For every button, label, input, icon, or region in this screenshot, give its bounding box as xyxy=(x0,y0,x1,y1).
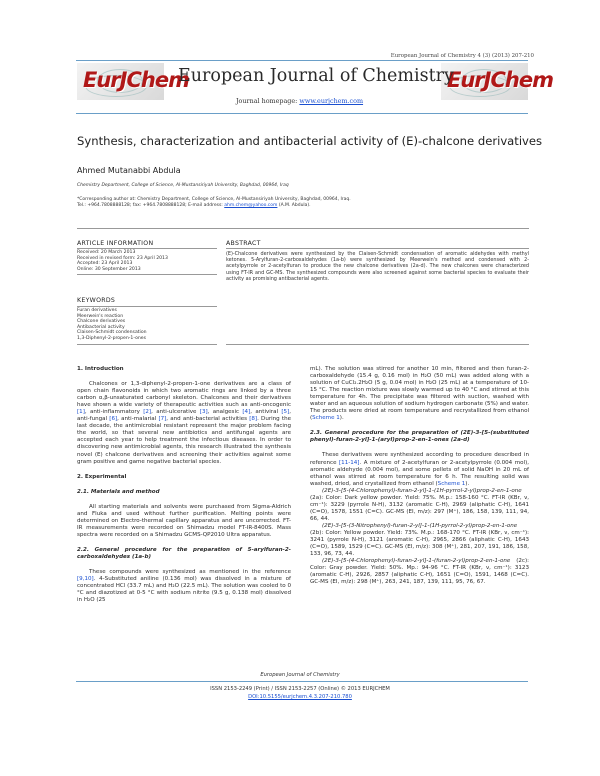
keyword-item: Antibacterial activity xyxy=(77,324,125,330)
divider xyxy=(77,344,217,345)
scheme-link[interactable]: Scheme 1 xyxy=(437,480,466,487)
logo-text: EurJChem xyxy=(83,68,189,92)
ref-link[interactable]: [5] xyxy=(281,409,290,416)
ref-link[interactable]: [8] xyxy=(249,416,258,423)
footer-journal: European Journal of Chemistry xyxy=(260,672,340,678)
abstract-heading: ABSTRACT xyxy=(226,240,261,247)
journal-logo-left xyxy=(77,63,189,100)
keyword-item: Chalcone derivatives xyxy=(77,319,126,325)
journal-title: European Journal of Chemistry xyxy=(178,66,454,86)
corresponding-line-2: Tel.: +964.7808888128; fax: +964.7808888128; E-mail address: ahm.chem@yahoo.com (A.M. Abdula). xyxy=(77,203,311,209)
ref-link[interactable]: [2] xyxy=(143,409,152,416)
divider xyxy=(226,344,529,345)
compound-2b: (2E)-3-[5-(3-Nitrophenyl)-furan-2-yl]-1-(1H-pyrrol-2-yl)prop-2-en-1-one (2b): Color: Yellow powder. Yield: 73%. M.p.: 168-170 °C. FT-IR (KBr, ν, cm⁻¹): 3241 (pyrrole N-H), 3121 (aromatic C-H), 2965, 2866 (aliphatic C-H), 1643 (C=O), 1589, 1529 (C=C). GC-MS (EI, m/z): 308 (M⁺), 281, 207, 191, 186, 158, 133, 96, 73, 44. xyxy=(310,522,529,558)
ref-link[interactable]: [6] xyxy=(109,416,118,423)
body-left-column xyxy=(77,366,291,604)
ref-link[interactable]: [9,10] xyxy=(77,576,94,583)
ref-link[interactable]: [3] xyxy=(199,409,208,416)
article-history: Received: 20 March 2013 Received in revised form: 23 April 2013 Accepted: 23 April 2013 Online: 30 September 2013 xyxy=(77,250,168,272)
procedure-paragraph: These compounds were synthesized as mentioned in the reference [9,10]. 4-Substituted aniline (0.136 mol) was dissolved in a mixture of concentrated HCl (33.7 mL) and H₂O (22.5 mL). The solution was cooled to 0 °C and diazotized at 0-5 °C with sodium nitrite (9.5 g, 0.138 mol) dissolved in H₂O (25 xyxy=(77,569,291,604)
corresponding-line-1: *Corresponding author at: Chemistry Department, College of Science, Al-Mustansiriyah University, Baghdad, 00964, Iraq. xyxy=(77,197,351,202)
footer-issn: ISSN 2153-2249 (Print) / ISSN 2153-2257 (Online) © 2013 EURJCHEM xyxy=(210,686,390,692)
keyword-item: 1,3-Diphenyl-2-propen-1-ones xyxy=(77,335,147,341)
running-head: European Journal of Chemistry 4 (3) (2013) 207-210 xyxy=(390,53,534,59)
ref-link[interactable]: [7] xyxy=(158,416,167,423)
logo-text: EurJChem xyxy=(447,68,553,92)
compound-2c: (2E)-3-[5-(4-Chlorophenyl)-furan-2-yl]-1-(furan-2-yl)prop-2-en-1-one (2c): Color: Gray powder. Yield: 50%. Mp.: 94-96 °C. FT-IR (KBr, ν, cm⁻¹): 3123 (aromatic C-H), 2926, 2857 (aliphatic C-H), 1651 (C=O), 1591, 1468 (C=C). GC-MS (EI, m/z): 298 (M⁺), 263, 241, 187, 139, 111, 95, 76, 67. xyxy=(310,558,529,586)
divider xyxy=(77,306,217,307)
affiliation: Chemistry Department, College of Science, Al-Mustansiriyah University, Baghdad, 00964, Iraq xyxy=(77,183,289,188)
paper-title: Synthesis, characterization and antibacterial activity of (E)-chalcone derivatives xyxy=(77,134,543,148)
divider xyxy=(77,248,217,249)
abstract-text: (E)-Chalcone derivatives were synthesized by the Claisen-Schmidt condensation of aromatic aldehydes with methyl ketones. 5-Arylfuran-2-carboxaldehydes (1a-b) were synthesized by Meerwein's method and condensed with 2-acetylpyrrole or 2-acetylfuran to produce the new chalcone derivatives (2a-d). The new chalcones were characterized using FT-IR and GC-MS. The synthesized compounds were also screened against some bacterial species to evaluate their activity as promising antibacterial agents. xyxy=(226,251,529,282)
keywords-heading: KEYWORDS xyxy=(77,297,116,304)
divider xyxy=(77,274,217,275)
subsection-heading: 2.1. Materials and method xyxy=(77,488,160,495)
doi-link[interactable]: DOI:10.5155/eurjchem.4.3.207-210.780 xyxy=(248,694,352,700)
corresponding-author xyxy=(77,197,529,210)
footer-doi xyxy=(0,694,600,700)
ref-link[interactable]: [1] xyxy=(77,409,85,416)
scheme-link[interactable]: Scheme 1 xyxy=(312,415,340,422)
journal-homepage xyxy=(236,97,363,105)
article-info-heading: ARTICLE INFORMATION xyxy=(77,240,154,247)
section-heading: 2. Experimental xyxy=(77,473,127,480)
header-rule-bottom xyxy=(76,113,528,114)
journal-logo-right xyxy=(441,63,553,100)
body-right-column xyxy=(310,366,529,586)
homepage-label: Journal homepage: xyxy=(236,97,298,105)
footer-rule xyxy=(76,681,528,682)
intro-paragraph: Chalcones or 1,3-diphenyl-2-propen-1-one derivatives are a class of open chain flavonoids in which two aromatic rings are linked by a three carbon α,β-unsaturated carbonyl skeleton. Chalcones and their derivatives have shown a wide variety of therapeutic activities such as anti-oncogenic [1], anti-inflammatory [2], anti-ulcerative [3], analgesic [4], antiviral [5], anti-fungal [6], anti-malarial [7], and anti-bacterial activities [8]. During the last decade, the antimicrobial resistant represent the major problem facing the world, so that several new antibiotics and antifungal agents are accepted each year to help treatment the infectious diseases. In order to discovering new antimicrobial agents, this research illustrated the synthesis novel (E) chalcone derivatives and screening their activities against some gram positive and game negative bacterial species. xyxy=(77,381,291,465)
divider xyxy=(77,228,529,229)
divider xyxy=(226,248,529,249)
ref-link[interactable]: [11-14] xyxy=(339,459,360,466)
email-link[interactable]: ahm.chem@yahoo.com xyxy=(224,203,278,209)
keyword-item: Claisen-Schmidt condensation xyxy=(77,330,147,336)
ref-link[interactable]: [4] xyxy=(242,409,251,416)
homepage-link[interactable]: www.eurjchem.com xyxy=(299,97,364,105)
section-heading: 1. Introduction xyxy=(77,366,124,372)
keyword-list xyxy=(77,308,222,342)
compound-2a: (2E)-3-[5-(4-Chlorophenyl)-furan-2-yl]-1-(1H-pyrrol-2-yl)prop-2-en-1-one (2a): Color: Dark yellow powder. Yield: 75%. M.p.: 158-160 °C. FT-IR (KBr, ν, cm⁻¹): 3229 (pyrrole N-H), 3132 (aromatic C-H), 2969 (aliphatic C-H), 1641 (C=O), 1578, 1551 (C=C). GC-MS (EI, m/z): 297 (M⁺), 186, 158, 139, 111, 94, 66, 44. xyxy=(310,487,529,522)
header-rule-top xyxy=(76,60,528,61)
keyword-item: Furan derivatives xyxy=(77,308,117,313)
procedure-continued: mL). The solution was stirred for another 10 min, filtered and then furan-2-carboxaldehyde (15.4 g, 0.16 mol) in H₂O (50 mL) was added along with a solution of CuCl₂.2H₂O (5 g, 0.04 mol) in H₂O (25 mL) at a temperature of 10-15 °C. The reaction mixture was slowly warmed up to 40 °C and stirred at this temperature for 4h. The precipitate was filtered with suction, washed with water and an aqueous solution of sodium hydrogen carbonate (5%) and water. The products were dried at room temperature and recrystallized from ethanol (Scheme 1). xyxy=(310,366,529,422)
keyword-item: Meerwein's reaction xyxy=(77,313,124,319)
procedure-paragraph: These derivatives were synthesized according to procedure described in reference [11-14]. A mixture of 2-acetylfuran or 2-acetylpyrrole (0.004 mol), aromatic aldehyde (0.004 mol), and some pellets of solid NaOH in 20 mL of ethanol was stirred at room temperature for 6 h. The resulting solid was washed, dried, and crystallized from ethanol (Scheme 1). xyxy=(310,452,529,487)
subsection-heading: 2.2. General procedure for the preparation of 5-arylfuran-2-carboxaldehydes (1a-b) xyxy=(77,546,291,560)
subsection-heading: 2.3. General procedure for the preparation of (2E)-3-[5-(substituted phenyl)-furan-2-yl]-1-(aryl)prop-2-en-1-ones (2a-d) xyxy=(310,430,529,444)
author-name: Ahmed Mutanabbi Abdula xyxy=(77,166,181,175)
materials-paragraph: All starting materials and solvents were purchased from Sigma-Aldrich and Fluka and used without further purification. Melting points were determined on Electro-thermal capillary apparatus and are uncorrected. FT-IR measurements were recorded on Shimadzu model FT-IR-8400S. Mass spectra were recorded on a Shimadzu GCMS-QP2010 Ultra apparatus. xyxy=(77,503,291,538)
